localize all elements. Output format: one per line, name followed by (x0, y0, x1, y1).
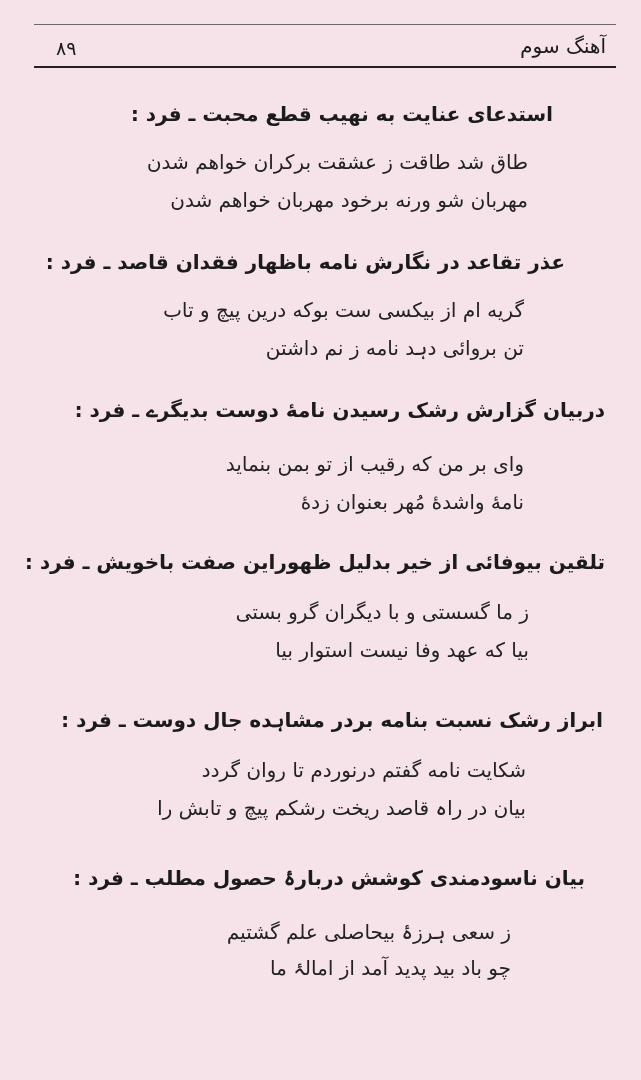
section-heading: دربیان گزارش رشک رسیدن نامهٔ دوست بدیگرے ـ فرد : (74, 398, 605, 422)
verse-line: چو باد بید پدید آمد از امالۂ ما (270, 956, 511, 980)
verse-line: شکایت نامه گفتم درنوردم تا روان گردد (201, 758, 526, 782)
verse-line: نامهٔ واشدهٔ مُهر بعنوان زدهٔ (300, 490, 524, 514)
verse-line: گریه ام از بیکسی ست بوکه درین پیچ و تاب (163, 298, 524, 322)
section-heading: استدعای عنایت به نهیب قطع محبت ـ فرد : (130, 102, 553, 126)
running-title: آهنگ سوم (520, 34, 606, 58)
header-rule-bottom (34, 66, 616, 68)
verse-line: وای بر من که رقیب از تو بمن بنماید (225, 452, 524, 476)
header-rule-top (34, 24, 616, 25)
verse-line: ز سعی ہرزۂ بیحاصلی علم گشتیم (226, 920, 511, 944)
section-heading: عذر تقاعد در نگارش نامه باظهار فقدان قاصد ـ فرد : (45, 250, 565, 274)
verse-line: ز ما گسستی و با دیگران گرو بستی (235, 600, 529, 624)
page-header (34, 24, 616, 70)
section-heading: بیان ناسودمندی کوشش دربارۂ حصول مطلب ـ فرد : (73, 866, 585, 890)
section-heading: تلقین بیوفائی از خیر بدلیل ظهوراین صفت باخویش ـ فرد : (24, 550, 605, 574)
page-number: ۸۹ (56, 38, 77, 60)
verse-line: تن بروائی دہد نامه ز نم داشتن (265, 336, 524, 360)
verse-line: بیان در راہ قاصد ریخت رشکم پیچ و تابش را (157, 796, 526, 820)
verse-line: طاق شد طاقت ز عشقت برکران خواهم شدن (146, 150, 528, 174)
verse-line: مهربان شو ورنه برخود مهربان خواهم شدن (170, 188, 528, 212)
verse-line: بیا که عهد وفا نیست استوار بیا (275, 638, 529, 662)
section-heading: ابراز رشک نسبت بنامه بردر مشاہده جال دوست ـ فرد : (61, 708, 603, 732)
